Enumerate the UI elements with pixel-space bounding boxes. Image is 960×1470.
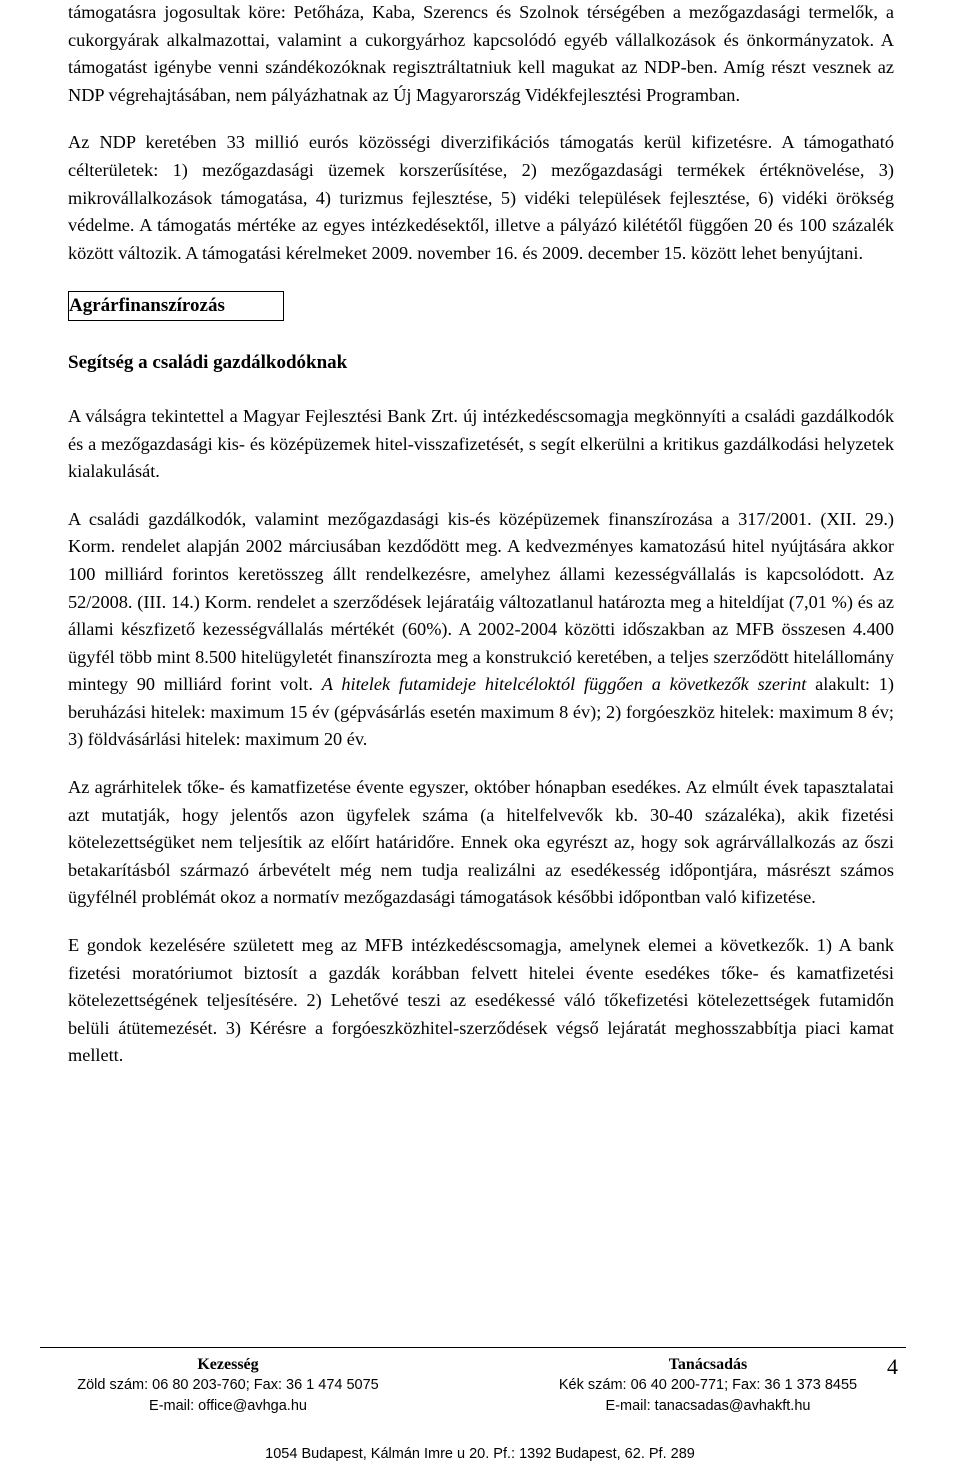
footer-kezesseg xyxy=(18,1354,438,1417)
footer-tanacsadas-phone: Kék szám: 06 40 200-771; Fax: 36 1 373 8455 xyxy=(558,1377,858,1393)
paragraph-financing-history xyxy=(68,506,894,754)
document-body xyxy=(68,0,894,1070)
footer-address: 1054 Budapest, Kálmán Imre u 20. Pf.: 1392 Budapest, 62. Pf. 289 xyxy=(265,1446,695,1462)
financing-history-text: A családi gazdálkodók, valamint mezőgazdasági kis-és középüzemek finanszírozása a 317/2001. (XII. 29.) Korm. rendelet alapján 2002 márciusában kezdődött meg. A kedvezményes kamatozású hitel nyújtására akkor 100 milliárd forintos keretösszeg állt rendelkezésre, amelyhez állami kezességvállalás is kapcsolódott. Az 52/2008. (III. 14.) Korm. rendelet a szerződések lejáratáig változatlanul határozta meg a hiteldíjat (7,01 %) és az állami készfizető kezességvállalás mértékét (60%). A 2002-2004 közötti időszakban az MFB összesen 4.400 ügyfél több mint 8.500 hitelügyletét finanszírozta meg a konstrukció keretében, a teljes szerződött hitelállomány mintegy 90 milliárd forint volt. xyxy=(68,508,894,695)
page-number: 4 xyxy=(887,1354,898,1379)
footer-tanacsadas xyxy=(498,1354,918,1417)
financing-history-terms: alakult: 1) beruházási hitelek: maximum 15 év (gépvásárlás esetén maximum 8 év); 2) forgóeszköz hitelek: maximum 8 év; 3) földvásárlási hitelek: maximum 20 év. xyxy=(68,674,895,750)
paragraph-mfb-package: A válságra tekintettel a Magyar Fejlesztési Bank Zrt. új intézkedéscsomagja megkönnyíti a családi gazdálkodók és a mezőgazdasági kis- és középüzemek hitel-visszafizetését, s segít elkerülni a kritikus gazdálkodási helyzetek kialakulását. xyxy=(68,405,894,482)
footer-tanacsadas-title: Tanácsadás xyxy=(668,1356,748,1373)
footer-kezesseg-email[interactable]: E-mail: office@avhga.hu xyxy=(149,1398,307,1414)
footer-kezesseg-phone: Zöld szám: 06 80 203-760; Fax: 36 1 474 5075 xyxy=(77,1377,379,1393)
paragraph-eligibility: támogatásra jogosultak köre: Petőháza, Kaba, Szerencs és Szolnok térségében a mezőgazdasági termelők, a cukorgyárak alkalmazottai, valamint a cukorgyárhoz kapcsolódó egyéb vállalkozások és önkormányzatok. A támogatást igénybe venni szándékozóknak regisztráltatniuk kell magukat az NDP-ben. Amíg részt vesznek az NDP végrehajtásában, nem pályázhatnak az Új Magyarország Vidékfejlesztési Programban. xyxy=(68,2,894,105)
footer-kezesseg-title: Kezesség xyxy=(197,1356,259,1373)
subtitle-family-farmers: Segítség a családi gazdálkodóknak xyxy=(68,352,348,374)
paragraph-repayment: Az agrárhitelek tőke- és kamatfizetése évente egyszer, október hónapban esedékes. Az elmúlt évek tapasztalatai azt mutatják, hogy jelentős azon ügyfelek száma (a hitelfelvevők kb. 30-40 százaléka), akik fizetési kötelezettségüket nem teljesítik az előírt határidőre. Ennek oka egyrészt az, hogy sok agrárvállalkozás az őszi betakarításból származó árbevételt még nem tudja realizálni az esedékesség időpontjára, másrészt számos ügyfélnél problémát okoz a normatív mezőgazdasági támogatások későbbi időpontban való kifizetése. xyxy=(68,777,894,908)
financing-history-italic: A hitelek futamideje hitelcéloktól függően a következők szerint xyxy=(321,674,807,695)
paragraph-ndp-support: Az NDP keretében 33 millió eurós közösségi diverzifikációs támogatás kerül kifizetésre. A támogatható célterületek: 1) mezőgazdasági üzemek korszerűsítése, 2) mezőgazdasági termékek értéknövelése, 3) mikrovállalkozások támogatása, 4) turizmus fejlesztése, 5) vidéki települések fejlesztése, 6) vidéki örökség védelme. A támogatás mértéke az egyes intézkedésektől, illetve a pályázó kilététől függően 20 és 100 százalék között változik. A támogatási kérelmeket 2009. november 16. és 2009. december 15. között lehet benyújtani. xyxy=(68,132,894,263)
section-title-agrarfinanszirozas: Agrárfinanszírozás xyxy=(68,291,284,321)
paragraph-measures: E gondok kezelésére született meg az MFB intézkedéscsomagja, amelynek elemei a következők. 1) A bank fizetési moratóriumot biztosít a gazdák korábban felvett hitelei évente esedékes tőke- és kamatfizetési kötelezettségének teljesítésére. 2) Lehetővé teszi az esedékessé váló tőkefizetési kötelezettségek futamidőn belüli átütemezését. 3) Kérésre a forgóeszközhitel-szerződések végső lejáratát meghosszabbítja piaci kamat mellett. xyxy=(68,935,894,1066)
footer-divider xyxy=(40,1347,906,1348)
footer-tanacsadas-email[interactable]: E-mail: tanacsadas@avhakft.hu xyxy=(605,1398,811,1414)
